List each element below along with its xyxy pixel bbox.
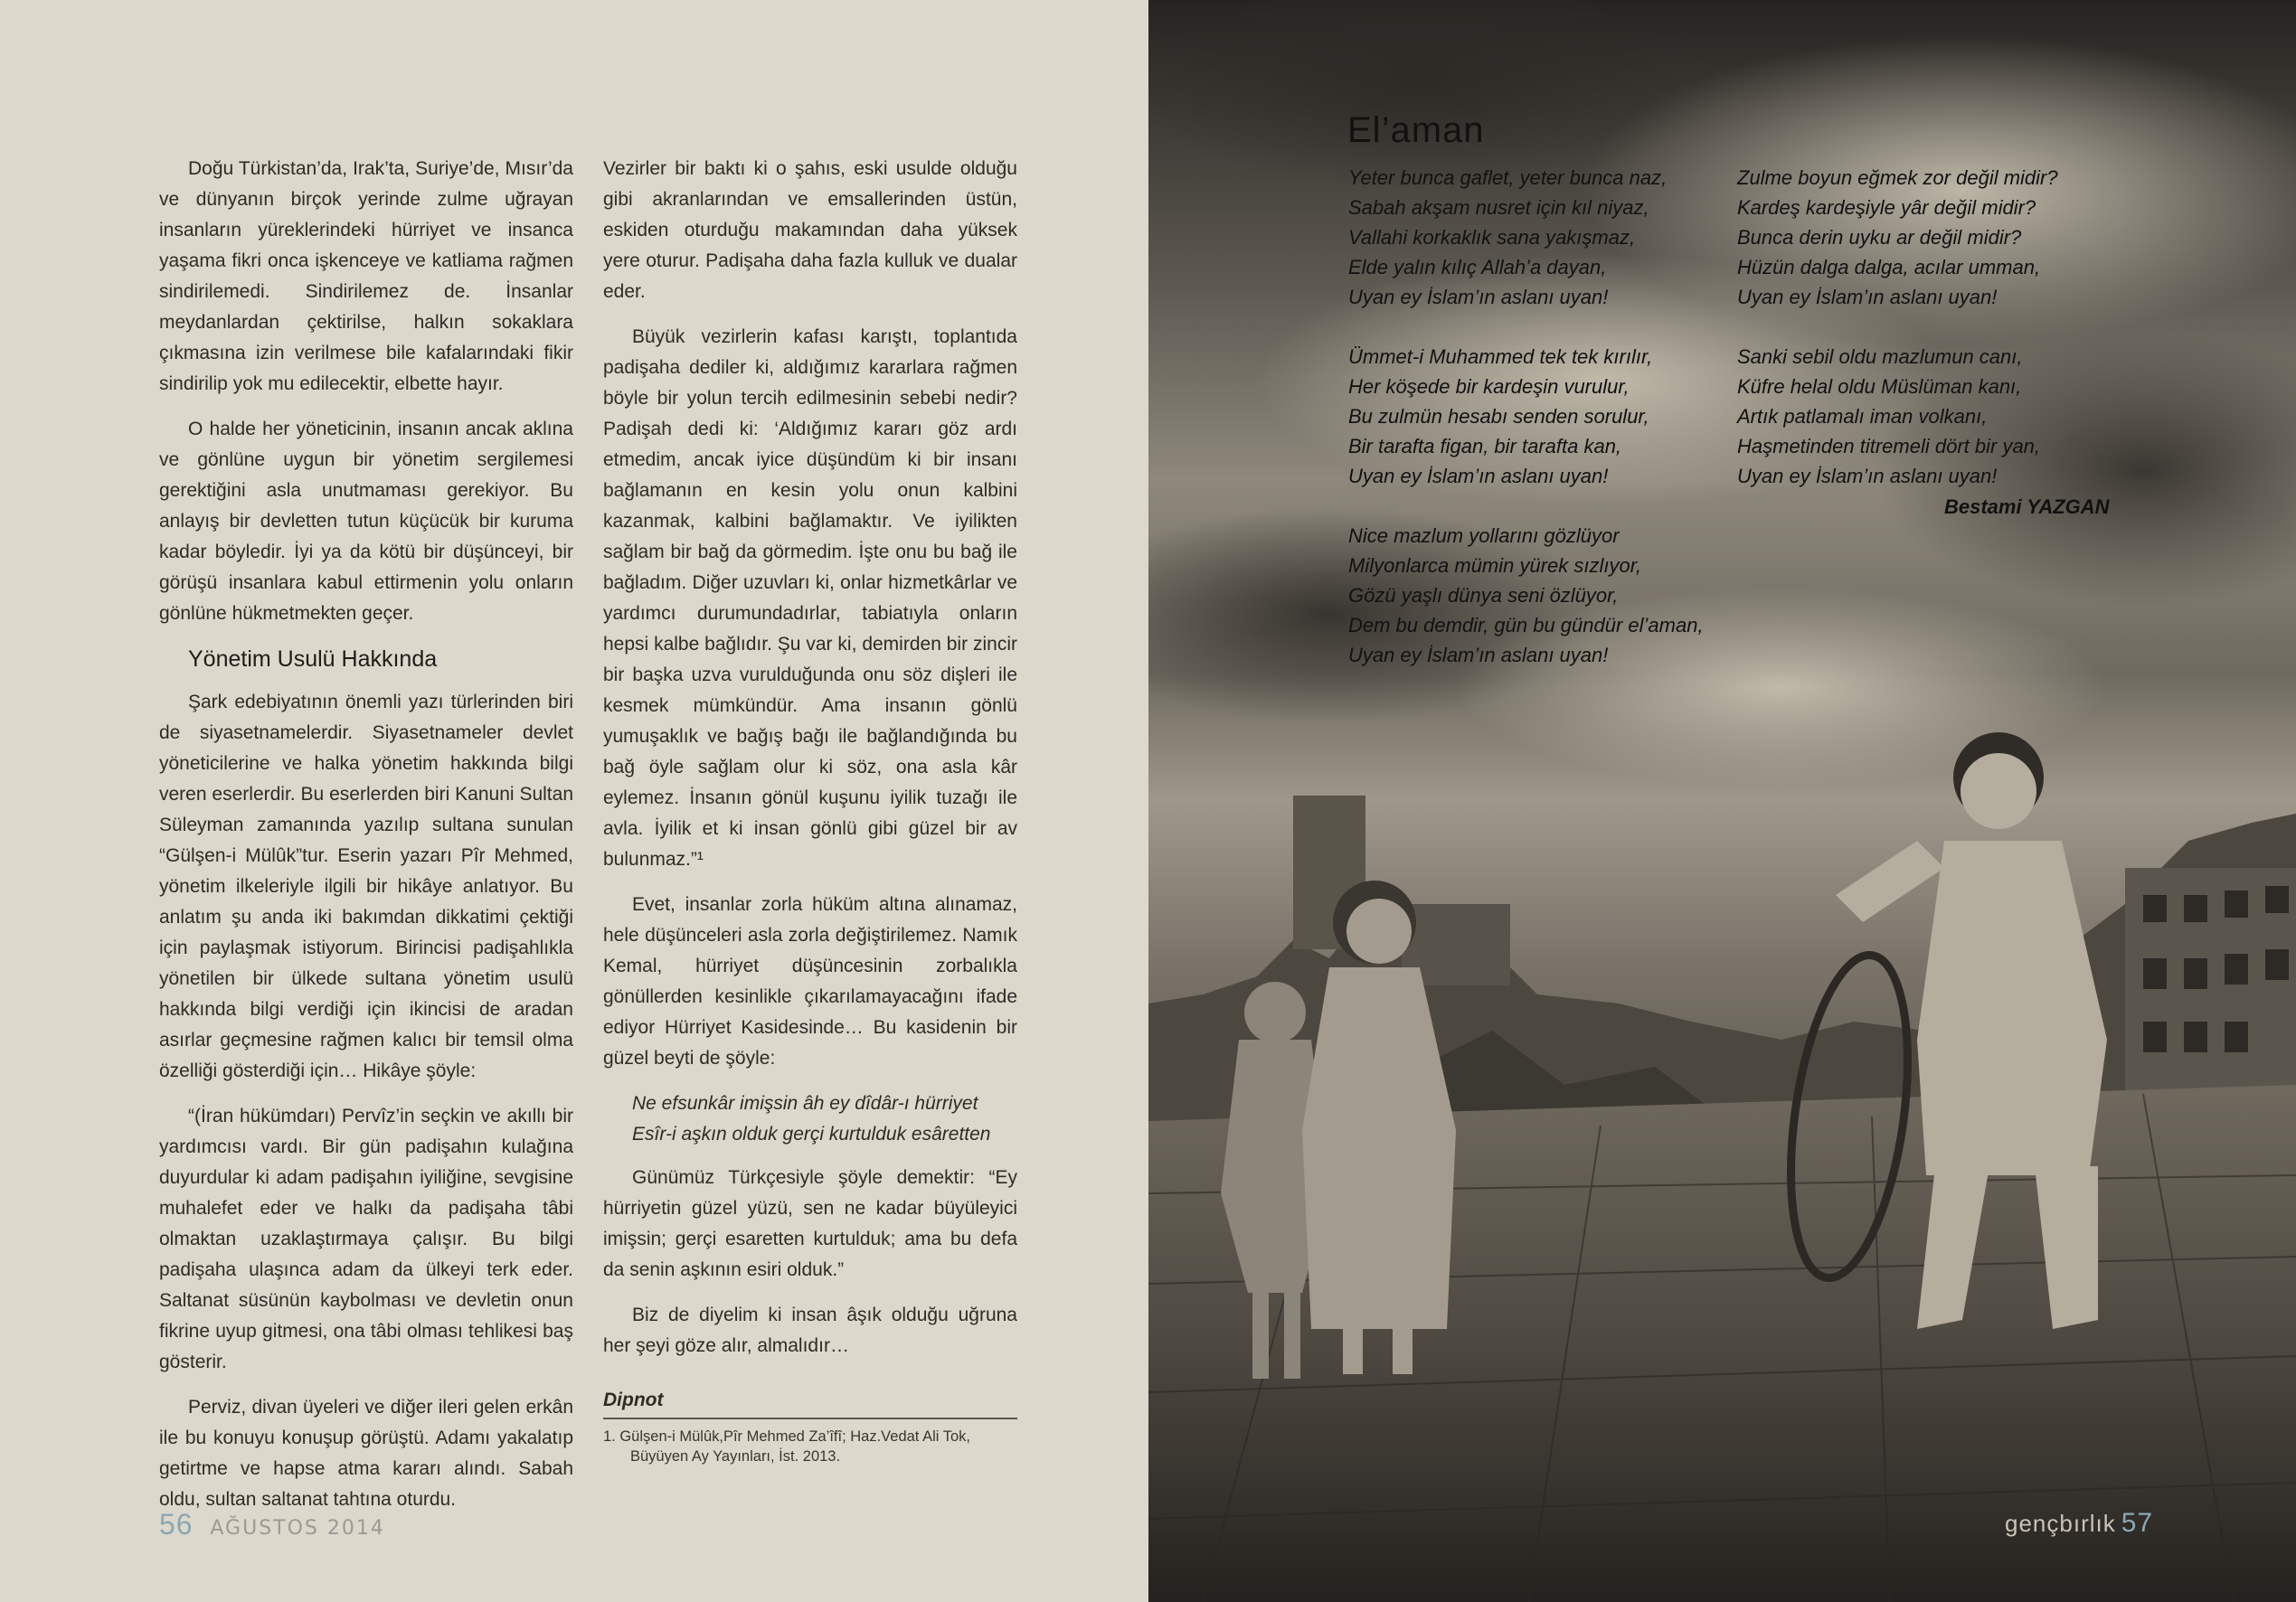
poem-line: Sabah akşam nusret için kıl niyaz, <box>1348 196 1649 219</box>
section-heading: Yönetim Usulü Hakkında <box>188 646 438 672</box>
footnote-title: Dipnot <box>603 1385 1017 1419</box>
poem-stanza <box>1737 163 2058 312</box>
poem-line: Elde yalın kılıç Allah’a dayan, <box>1348 256 1607 278</box>
page-folio-right <box>2005 1508 2153 1539</box>
paragraph: Günümüz Türkçesiyle şöyle demektir: “Ey hürriyetin güzel yüzü, sen ne kadar büyüleyici imişsin; gerçi esaretten kurtulduk; ama bu defa da senin aşkının esiri olduk.” <box>603 1167 1017 1280</box>
poem-column-2 <box>1737 163 2058 521</box>
poem-line: Nice mazlum yollarını gözlüyor <box>1348 524 1620 547</box>
paragraph: O halde her yöneticinin, insanın ancak aklına ve gönlüne uygun bir yönetim sergilemesi gerektiğini asla unutmaması gerekiyor. Bu anlayış bir devletten tutun küçücük bir kuruma kadar böyledir. İyi ya da kötü bir düşünceyi, bir görüşü insanlara kabul ettirmenin yolu onların gönlüne hükmetmekten geçer. <box>159 419 573 624</box>
right-page-photo <box>1148 0 2296 1602</box>
text-column-1 <box>159 154 573 1530</box>
paragraph: Vezirler bir baktı ki o şahıs, eski usulde olduğu gibi akranlarından ve emsallerinden üstün, eskiden oturduğu makamından daha yüksek yere oturur. Padişaha daha fazla kulluk ve dualar eder. <box>603 158 1017 302</box>
issue-date: AĞUSTOS 2014 <box>210 1517 385 1540</box>
poem-line: Bunca derin uyku ar değil midir? <box>1737 226 2022 249</box>
poem-line: Artık patlamalı iman volkanı, <box>1737 405 1988 428</box>
paragraph: Perviz, divan üyeleri ve diğer ileri gelen erkân ile bu konuyu konuşup görüştü. Adamı yakalatıp getirtme ve hapse atma kararı alındı. Sabah oldu, sultan saltanat tahtına oturdu. <box>159 1397 573 1510</box>
poem-line: Uyan ey İslam’ın aslanı uyan! <box>1737 465 1998 487</box>
verse-quote <box>632 1088 1017 1150</box>
poem-line: Bir tarafta figan, bir tarafta kan, <box>1348 435 1622 457</box>
paragraph: Büyük vezirlerin kafası karıştı, toplantıda padişaha dediler ki, aldığımız kararlara rağmen böyle bir yolun tercih edilmesinin sebebi nedir? Padişah dedi ki: ‘Aldığımız kararı göz ardı etmedim, ancak iyice düşündüm ki bir insanı bağlamanın en kesin yolu onun kalbini kazanmak, kalbini bağlamaktır. Ve iyilikten sağlam bir bağ da görmedim. İşte onu bu bağ ile bağladım. Diğer uzuvları ki, onlar hizmetkârlar ve yardımcı durumundadırlar, tabiatıyla onların hepsi kalbe bağlıdır. Şu var ki, demirden bir zincir bir başka uzva vurulduğunda onu söz dişleri ile kesmek mümkündür. Ama insanın gönlü yumuşaklık ve bağış bağı ile bağlandığında bu bağ öyle sağlam olur ki söz, ona asla kâr eylemez. İnsanın gönül kuşunu iyilik tuzağı ile avla. İyilik et ki insan gönlü gibi güzel bir av bulunmaz.”¹ <box>603 326 1017 870</box>
page-number: 57 <box>2121 1508 2154 1538</box>
poem-title: El’aman <box>1347 110 1485 150</box>
paragraph: Evet, insanlar zorla hüküm altına alınamaz, hele düşünceleri asla zorla değiştirilemez. Namık Kemal, hürriyet düşüncesinin zorbalıkla gönüllerden kesinlikle çıkarılamayacağını ifade ediyor Hürriyet Kasidesinde… Bu kasidenin bir güzel beyti de şöyle: <box>603 894 1017 1069</box>
poem-line: Ümmet-i Muhammed tek tek kırılır, <box>1348 345 1653 368</box>
paragraph: Doğu Türkistan’da, Irak’ta, Suriye’de, Mısır’da ve dünyanın birçok yerinde zulme uğrayan insanların yüreklerindeki hürriyet ve insanca yaşama fikri onca işkenceye ve katliama rağmen sindirilemedi. Sindirilemez de. İnsanlar meydanlardan çektirilse, halkın sokaklara çıkmasına izin verilmese bile kafalarındaki fikir sindirilip yok mu edilecektir, elbette hayır. <box>159 158 573 394</box>
poem-stanza <box>1348 342 1704 491</box>
poem-line: Sanki sebil oldu mazlumun canı, <box>1737 345 2023 368</box>
paragraph: Şark edebiyatının önemli yazı türlerinden biri de siyasetnamelerdir. Siyasetnameler devlet yöneticilerine ve halka yönetim hakkında bilgi veren eserlerdir. Bu eserlerden biri Kanuni Sultan Süleyman zamanında yazılıp sultana sunulan “Gülşen-i Mülûk”tur. Eserin yazarı Pîr Mehmed, yönetim ilkeleriyle ilgili bir hikâye anlatıyor. Bu anlatım şu anda iki bakımdan dikkatimi çektiği için paylaşmak istiyorum. Birincisi padişahlıkla yönetilen bir ülkede sultana yönetim usulü hakkında bilgi verdiği için ikincisi de aradan asırlar geçmesine rağmen kalıcı bir temsil olma özelliği gösterdiği için… Hikâye şöyle: <box>159 692 573 1081</box>
poem-line: Gözü yaşlı dünya seni özlüyor, <box>1348 584 1619 607</box>
poem-line: Dem bu demdir, gün bu gündür el’aman, <box>1348 614 1704 636</box>
poem-line: Kardeş kardeşiyle yâr değil midir? <box>1737 196 2036 219</box>
footnote: 1. Gülşen-i Mülûk,Pîr Mehmed Za’îfî; Haz.Vedat Ali Tok, Büyüyen Ay Yayınları, İst. 2013. <box>603 1428 970 1465</box>
poem-line: Yeter bunca gaflet, yeter bunca naz, <box>1348 166 1668 189</box>
poem-line: Bu zulmün hesabı senden sorulur, <box>1348 405 1649 428</box>
magazine-name: gençbırlık <box>2005 1510 2116 1537</box>
paragraph: Biz de diyelim ki insan âşık olduğu uğruna her şeyi göze alır, almalıdır… <box>603 1305 1017 1356</box>
poem-line: Uyan ey İslam’ın aslanı uyan! <box>1737 286 1998 308</box>
poem-line: Uyan ey İslam’ın aslanı uyan! <box>1348 286 1609 308</box>
verse-line: Esîr-i aşkın olduk gerçi kurtulduk esâretten <box>632 1124 991 1145</box>
sepia-photo-children-ruins <box>1148 0 2296 1602</box>
poem-line: Milyonlarca mümin yürek sızlıyor, <box>1348 554 1641 577</box>
poem-line: Uyan ey İslam’ın aslanı uyan! <box>1348 465 1609 487</box>
poem-line: Hüzün dalga dalga, acılar umman, <box>1737 256 2041 278</box>
poem-column-1 <box>1348 163 1704 700</box>
poem-stanza <box>1348 163 1704 312</box>
page-folio-left <box>159 1508 385 1541</box>
page-number: 56 <box>159 1508 194 1541</box>
poem-line: Her köşede bir kardeşin vurulur, <box>1348 375 1630 398</box>
poem-line: Haşmetinden titremeli dört bir yan, <box>1737 435 2041 457</box>
verse-line: Ne efsunkâr imişsin âh ey dîdâr-ı hürriyet <box>632 1093 978 1114</box>
poem-line: Uyan ey İslam’ın aslanı uyan! <box>1348 644 1609 666</box>
paragraph: “(İran hükümdarı) Pervîz’in seçkin ve akıllı bir yardımcısı vardı. Bir gün padişahın kulağına duyurdular ki adam padişahın iyiliğine, sevgisine muhalefet eder ve halkı da padişaha tâbi olmaktan uzaklaştırmaya çalışır. Bu bilgi padişaha ulaşınca adam da ülkeyi terk eder. Saltanat süsünün kaybolması ve devletin onun fikrine uyup gitmesi, ona tâbi olması tehlikesi baş gösterir. <box>159 1106 573 1372</box>
poem-line: Vallahi korkaklık sana yakışmaz, <box>1348 226 1636 249</box>
poem-stanza <box>1348 521 1704 670</box>
poem-line: Küfre helal oldu Müslüman kanı, <box>1737 375 2022 398</box>
text-column-2 <box>603 154 1017 1466</box>
poem-line: Zulme boyun eğmek zor değil midir? <box>1737 166 2058 189</box>
poem-stanza <box>1737 342 2058 491</box>
poem-author: Bestami YAZGAN <box>1944 495 2110 518</box>
